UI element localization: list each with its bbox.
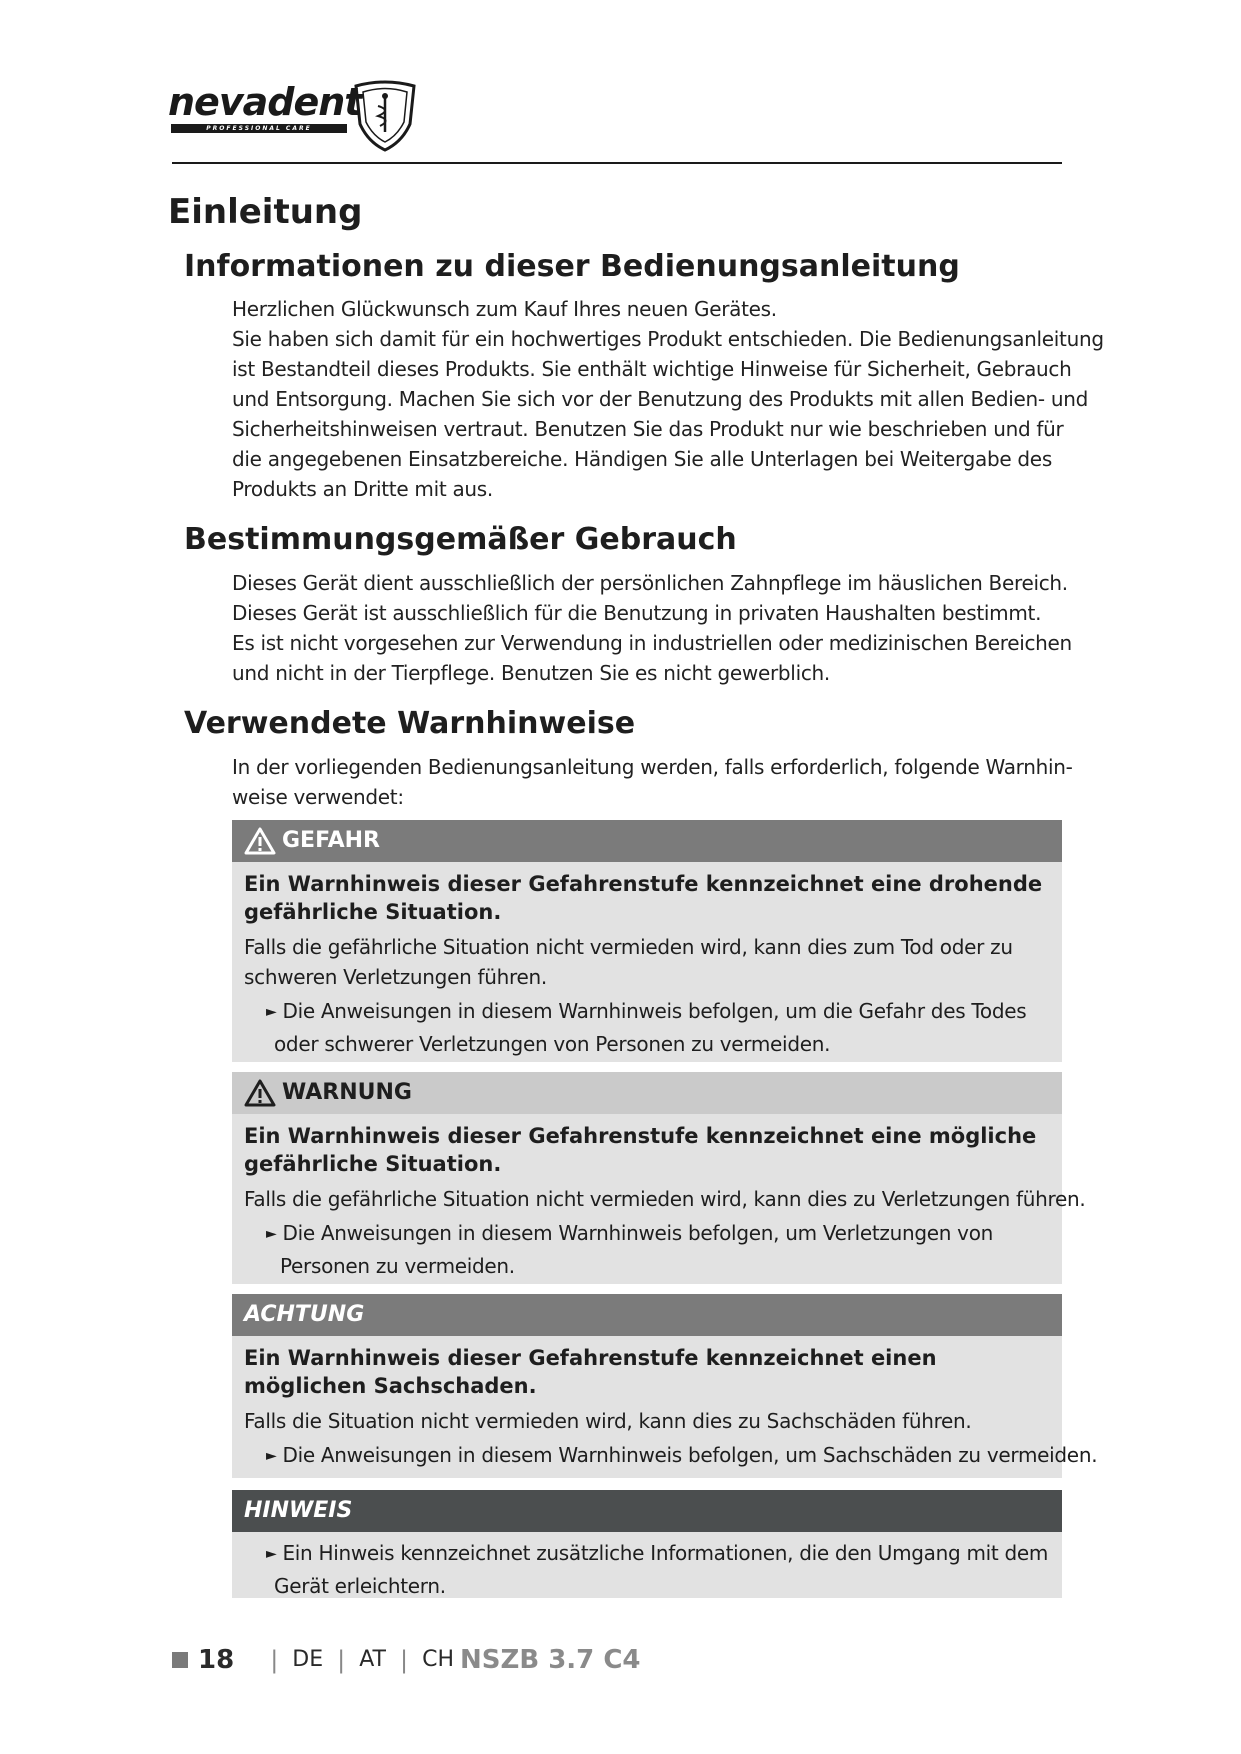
text-line: Personen zu vermeiden. — [280, 1254, 515, 1278]
text-line: Sicherheitshinweisen vertraut. Benutzen Sie das Produkt nur wie beschrieben und für — [232, 417, 1064, 441]
brand-logo — [168, 80, 418, 154]
warning-header-warnung — [232, 1072, 1062, 1114]
warning-label: WARNUNG — [282, 1080, 412, 1105]
warning-box-achtung — [232, 1294, 1098, 1478]
shield-icon — [352, 80, 418, 154]
text-line: Ein Warnhinweis dieser Gefahrenstufe kennzeichnet eine drohende — [244, 872, 1043, 896]
text-line: Es ist nicht vorgesehen zur Verwendung in industriellen oder medizinischen Bereichen — [232, 631, 1072, 655]
header-divider — [172, 162, 1062, 164]
text-line: Produkts an Dritte mit aus. — [232, 477, 493, 501]
text-line: Die Anweisungen in diesem Warnhinweis befolgen, um die Gefahr des Todes — [282, 999, 1027, 1023]
section-heading-gebrauch: Bestimmungsgemäßer Gebrauch — [184, 522, 737, 557]
section-text-informationen — [232, 294, 1104, 504]
text-line: Dieses Gerät dient ausschließlich der persönlichen Zahnpflege im häuslichen Bereich. — [232, 571, 1068, 595]
text-line: Ein Warnhinweis dieser Gefahrenstufe kennzeichnet eine mögliche — [244, 1124, 1037, 1148]
text-line: Falls die gefährliche Situation nicht vermieden wird, kann dies zum Tod oder zu — [244, 935, 1013, 959]
bullet-arrow-icon: ► — [266, 1546, 277, 1562]
bullet-arrow-icon: ► — [266, 1004, 277, 1020]
warning-label: ACHTUNG — [244, 1302, 365, 1327]
footer-separator: | — [270, 1646, 279, 1674]
warning-lead — [244, 1344, 1050, 1400]
text-line: Dieses Gerät ist ausschließlich für die Benutzung in privaten Haushalten bestimmt. — [232, 601, 1042, 625]
text-line: schweren Verletzungen führen. — [244, 965, 547, 989]
brand-tagline: PROFESSIONAL CARE — [171, 124, 347, 133]
brand-name: nevadent — [168, 80, 362, 124]
warning-header-gefahr — [232, 820, 1062, 862]
text-line: Ein Warnhinweis dieser Gefahrenstufe kennzeichnet einen — [244, 1346, 937, 1370]
text-line: und Entsorgung. Machen Sie sich vor der Benutzung des Produkts mit allen Bedien- und — [232, 387, 1089, 411]
warning-text — [244, 1406, 1050, 1436]
warning-triangle-icon — [244, 827, 276, 855]
page-footer — [172, 1640, 641, 1680]
warning-box-hinweis — [232, 1490, 1062, 1598]
warning-text — [244, 932, 1050, 992]
footer-separator: | — [337, 1646, 346, 1674]
warning-bullet — [244, 1440, 1098, 1473]
warning-header-hinweis — [232, 1490, 1062, 1532]
footer-separator: | — [400, 1646, 409, 1674]
section-heading-informationen: Informationen zu dieser Bedienungsanleitung — [184, 249, 960, 284]
warning-bullet — [244, 996, 1050, 1059]
warning-header-achtung — [232, 1294, 1062, 1336]
bullet-arrow-icon: ► — [266, 1226, 277, 1242]
text-line: Die Anweisungen in diesem Warnhinweis befolgen, um Verletzungen von — [282, 1221, 994, 1245]
warning-box-gefahr — [232, 820, 1062, 1062]
text-line: Sie haben sich damit für ein hochwertiges Produkt entschieden. Die Bedienungsanleitung — [232, 327, 1104, 351]
warning-label: GEFAHR — [282, 828, 380, 853]
page-title: Einleitung — [168, 192, 363, 232]
text-line: Ein Hinweis kennzeichnet zusätzliche Informationen, die den Umgang mit dem — [282, 1541, 1049, 1565]
text-line: ist Bestandteil dieses Produkts. Sie enthält wichtige Hinweise für Sicherheit, Gebrauch — [232, 357, 1072, 381]
footer-lang: AT — [359, 1647, 386, 1672]
text-line: Die Anweisungen in diesem Warnhinweis befolgen, um Sachschäden zu vermeiden. — [282, 1443, 1098, 1467]
text-line: gefährliche Situation. — [244, 900, 502, 924]
footer-lang: DE — [292, 1647, 324, 1672]
section-text-warnhinweise — [232, 752, 1072, 812]
footer-lang: CH — [422, 1647, 454, 1672]
warning-bullet — [244, 1218, 1050, 1281]
bullet-arrow-icon: ► — [266, 1448, 277, 1464]
text-line: und nicht in der Tierpflege. Benutzen Sie es nicht gewerblich. — [232, 661, 830, 685]
warning-box-warnung — [232, 1072, 1086, 1284]
model-number: NSZB 3.7 C4 — [460, 1645, 641, 1675]
warning-text — [244, 1184, 1086, 1214]
warning-lead — [244, 870, 1050, 926]
text-line: Gerät erleichtern. — [274, 1574, 446, 1598]
text-line: Herzlichen Glückwunsch zum Kauf Ihres neuen Gerätes. — [232, 297, 777, 321]
text-line: möglichen Sachschaden. — [244, 1374, 537, 1398]
text-line: weise verwendet: — [232, 785, 404, 809]
text-line: gefährliche Situation. — [244, 1152, 502, 1176]
warning-label: HINWEIS — [244, 1498, 353, 1523]
section-heading-warnhinweise: Verwendete Warnhinweise — [184, 706, 636, 741]
warning-lead — [244, 1122, 1050, 1178]
text-line: die angegebenen Einsatzbereiche. Händigen Sie alle Unterlagen bei Weitergabe des — [232, 447, 1052, 471]
page-number: 18 — [198, 1645, 235, 1675]
text-line: oder schwerer Verletzungen von Personen zu vermeiden. — [274, 1032, 831, 1056]
text-line: Falls die gefährliche Situation nicht vermieden wird, kann dies zu Verletzungen führen. — [244, 1187, 1086, 1211]
text-line: Falls die Situation nicht vermieden wird, kann dies zu Sachschäden führen. — [244, 1409, 972, 1433]
warning-triangle-icon — [244, 1079, 276, 1107]
text-line: In der vorliegenden Bedienungsanleitung werden, falls erforderlich, folgende Warnhin- — [232, 755, 1073, 779]
warning-bullet — [244, 1538, 1050, 1601]
section-text-gebrauch — [232, 568, 1072, 688]
footer-square-icon — [172, 1652, 188, 1668]
